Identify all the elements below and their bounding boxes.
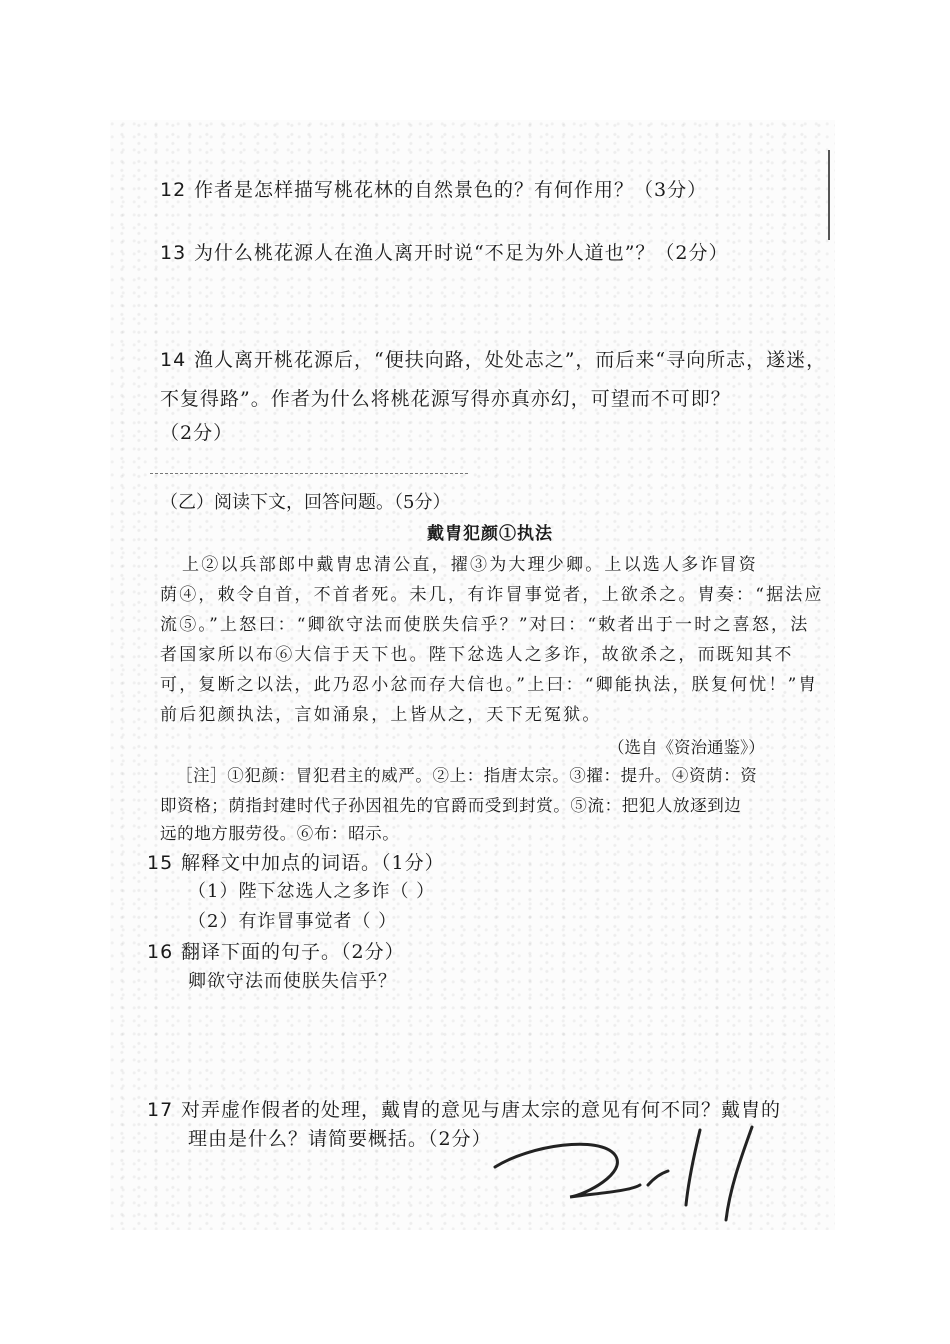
question-14: [160, 345, 826, 372]
note-line: ［注］①犯颜：冒犯君主的威严。②上：指唐太宗。③擢：提升。④资荫：资: [176, 766, 758, 785]
question-15: [147, 848, 445, 875]
question-text: 为什么桃花源人在渔人离开时说“不足为外人道也”？（2分）: [194, 242, 729, 264]
passage-line: 流⑤。”上怒曰：“卿欲守法而使朕失信乎？”对曰：“敕者出于一时之喜怒，法: [160, 615, 810, 635]
question-number: 14: [160, 349, 187, 371]
question-number: 15: [147, 852, 174, 874]
question-number: 13: [160, 242, 187, 264]
translate-sentence: 卿欲守法而使朕失信乎？: [188, 971, 397, 992]
answer-blank-1[interactable]: （1）陛下忿选人之多诈（ ）: [188, 881, 436, 902]
passage-line: 上②以兵部郎中戴胄忠清公直，擢③为大理少卿。上以选人多诈冒资: [182, 555, 758, 575]
passage-line: 可，复断之以法，此乃忍小忿而存大信也。”上曰：“卿能执法，朕复何忧！”胄: [160, 675, 818, 695]
question-number: 16: [147, 941, 174, 963]
answer-blank-2[interactable]: （2）有诈冒事觉者（ ）: [188, 911, 398, 932]
question-13: [160, 238, 729, 265]
question-number: 12: [160, 179, 187, 201]
question-text: 解释文中加点的词语。（1分）: [181, 852, 445, 874]
passage-title: 戴胄犯颜①执法: [427, 524, 553, 544]
passage-source: （选自《资治通鉴》）: [608, 738, 765, 757]
question-number: 17: [147, 1099, 174, 1121]
question-17-line-2: 理由是什么？请简要概括。（2分）: [188, 1128, 492, 1150]
section-divider: [150, 473, 468, 474]
question-14-line-2: 不复得路”。作者为什么将桃花源写得亦真亦幻，可望而不可即？: [160, 388, 731, 410]
question-17: [147, 1095, 781, 1122]
passage-line: 者国家所以布⑥大信于天下也。陛下忿选人之多诈，故欲杀之，而既知其不: [160, 645, 794, 665]
section-heading: （乙）阅读下文，回答问题。（5分）: [160, 492, 451, 513]
handwritten-score-mark: [490, 1125, 780, 1225]
question-text: 作者是怎样描写桃花林的自然景色的？有何作用？（3分）: [194, 179, 708, 201]
page-edge-line: [828, 150, 830, 240]
question-12: [160, 175, 707, 202]
passage-line: 前后犯颜执法，言如涌泉，上皆从之，天下无冤狱。: [160, 705, 602, 725]
note-line: 远的地方服劳役。⑥布：昭示。: [160, 824, 400, 843]
question-text: 翻译下面的句子。（2分）: [181, 941, 405, 963]
passage-line: 荫④，敕令自首，不首者死。未几，有诈冒事觉者，上欲杀之。胄奏：“据法应: [160, 585, 824, 605]
question-text: 对弄虚作假者的处理，戴胄的意见与唐太宗的意见有何不同？戴胄的: [181, 1099, 782, 1121]
question-14-line-3: （2分）: [160, 422, 234, 444]
question-16: [147, 937, 405, 964]
note-line: 即资格；荫指封建时代子孙因祖先的官爵而受到封赏。⑤流：把犯人放逐到边: [160, 796, 742, 815]
question-text: 渔人离开桃花源后，“便扶向路，处处志之”，而后来“寻向所志，遂迷，: [194, 349, 827, 371]
